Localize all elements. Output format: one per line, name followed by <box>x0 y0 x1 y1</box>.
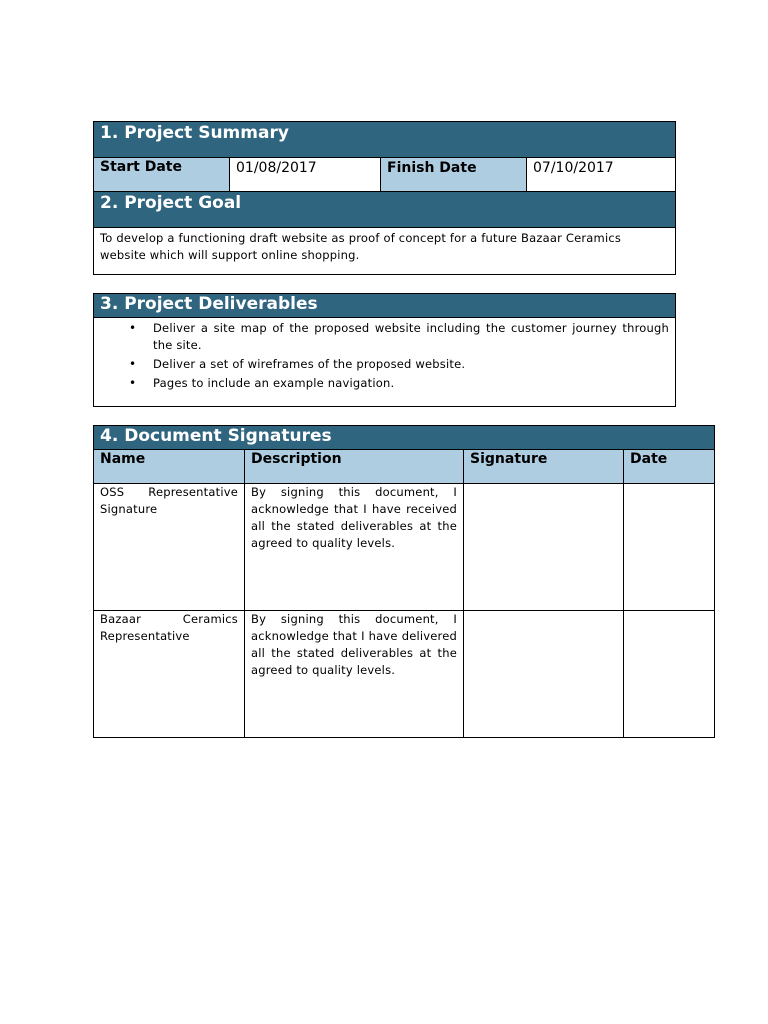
finish-date-label: Finish Date <box>381 158 527 192</box>
deliverable-item: • Pages to include an example navigation. <box>153 375 669 392</box>
signature-field[interactable] <box>464 611 624 738</box>
date-field[interactable] <box>624 484 715 611</box>
deliverables-cell <box>94 318 676 407</box>
project-goal-text: To develop a functioning draft website as proof of concept for a future Bazaar Ceramics website which will support online shopping. <box>94 228 676 275</box>
col-header-signature: Signature <box>464 450 624 484</box>
deliverable-item: • Deliver a set of wireframes of the proposed website. <box>153 356 669 373</box>
col-header-name: Name <box>94 450 245 484</box>
signature-field[interactable] <box>464 484 624 611</box>
start-date-label: Start Date <box>94 158 230 192</box>
deliverable-item: • Deliver a site map of the proposed website including the customer journey through the site. <box>153 320 669 354</box>
document-signatures-table <box>93 425 715 738</box>
signatory-name: OSS Representative Signature <box>94 484 245 611</box>
signatory-description: By signing this document, I acknowledge that I have delivered all the stated deliverables at the agreed to quality levels. <box>245 611 464 738</box>
table-row <box>94 611 715 738</box>
start-date-value: 01/08/2017 <box>230 158 381 192</box>
project-summary-table <box>93 121 676 275</box>
document-signatures-heading: 4. Document Signatures <box>94 426 715 450</box>
col-header-description: Description <box>245 450 464 484</box>
project-goal-heading: 2. Project Goal <box>94 192 676 228</box>
date-field[interactable] <box>624 611 715 738</box>
project-deliverables-heading: 3. Project Deliverables <box>94 294 676 318</box>
signatory-name: Bazaar Ceramics Representative <box>94 611 245 738</box>
table-row <box>94 484 715 611</box>
col-header-date: Date <box>624 450 715 484</box>
project-summary-heading: 1. Project Summary <box>94 122 676 158</box>
project-deliverables-table <box>93 293 676 407</box>
signatory-description: By signing this document, I acknowledge that I have received all the stated deliverables at the agreed to quality levels. <box>245 484 464 611</box>
finish-date-value: 07/10/2017 <box>527 158 676 192</box>
deliverables-list <box>100 320 669 392</box>
